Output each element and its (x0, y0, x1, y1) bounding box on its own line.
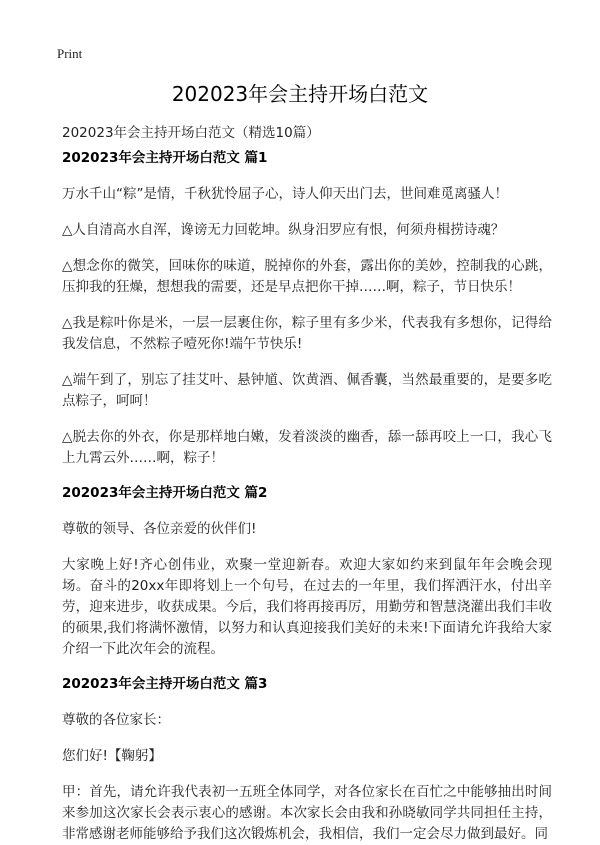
paragraph: △端午到了，别忘了挂艾叶、悬钟馗、饮黄酒、佩香囊，当然最重要的，是要多吃点粽子，呵呵！ (62, 372, 552, 409)
paragraph: 尊敬的各位家长： (62, 712, 170, 728)
paragraph: 您们好!【鞠躬】 (62, 748, 162, 764)
paragraph: 甲：首先，请允许我代表初一五班全体同学，对各位家长在百忙之中能够抽出时间来参加这次家长会表示衷心的感谢。本次家长会由我和孙晓敏同学共同担任主持，非常感谢老师能够给予我们这次锻炼机会，我相信，我们一定会尽力做到最好。同 (62, 784, 552, 842)
paragraph: 尊敬的领导、各位亲爱的伙伴们! (62, 521, 257, 537)
print-link[interactable]: Print (57, 46, 83, 61)
paragraph: △想念你的微笑，回味你的味道，脱掉你的外套，露出你的美妙，控制我的心跳，压抑我的狂燥，想想我的需要，还是早点把你干掉……啊，粽子，节日快乐！ (62, 258, 552, 295)
page-title: 202023年会主持开场白范文 (171, 82, 429, 106)
section-heading: 202023年会主持开场白范文 篇1 (62, 150, 268, 166)
document-subtitle: 202023年会主持开场白范文（精选10篇） (62, 125, 320, 141)
document-body (62, 149, 552, 845)
paragraph: △人自清高水自浑，谗谤无力回乾坤。纵身汨罗应有恨，何须舟楫捞诗魂？ (62, 222, 505, 238)
paragraph: 大家晚上好!齐心创伟业，欢聚一堂迎新春。欢迎大家如约来到鼠年年会晚会现场。奋斗的20xx年即将划上一个句号，在过去的一年里，我们挥洒汗水，付出辛劳，迎来进步，收获成果。今后，我们将再接再厉，用勤劳和智慧浇灌出我们丰收的硕果,我们将满怀激情，以努力和认真迎接我们美好的未来!下面请允许我给大家介绍一下此次年会的流程。 (62, 557, 552, 657)
paragraph: 万水千山“粽”是情，千秋犹怜屈子心，诗人仰天出门去，世间难觅离骚人！ (62, 186, 508, 202)
paragraph: △脱去你的外衣，你是那样地白嫩，发着淡淡的幽香，舔一舔再咬上一口，我心飞上九霄云外……啊，粽子！ (62, 429, 552, 466)
section-heading: 202023年会主持开场白范文 篇3 (62, 676, 268, 692)
section-heading: 202023年会主持开场白范文 篇2 (62, 485, 268, 501)
paragraph: △我是粽叶你是米，一层一层裹住你，粽子里有多少米，代表我有多想你，记得给我发信息，不然粽子噎死你!端午节快乐! (62, 315, 552, 352)
